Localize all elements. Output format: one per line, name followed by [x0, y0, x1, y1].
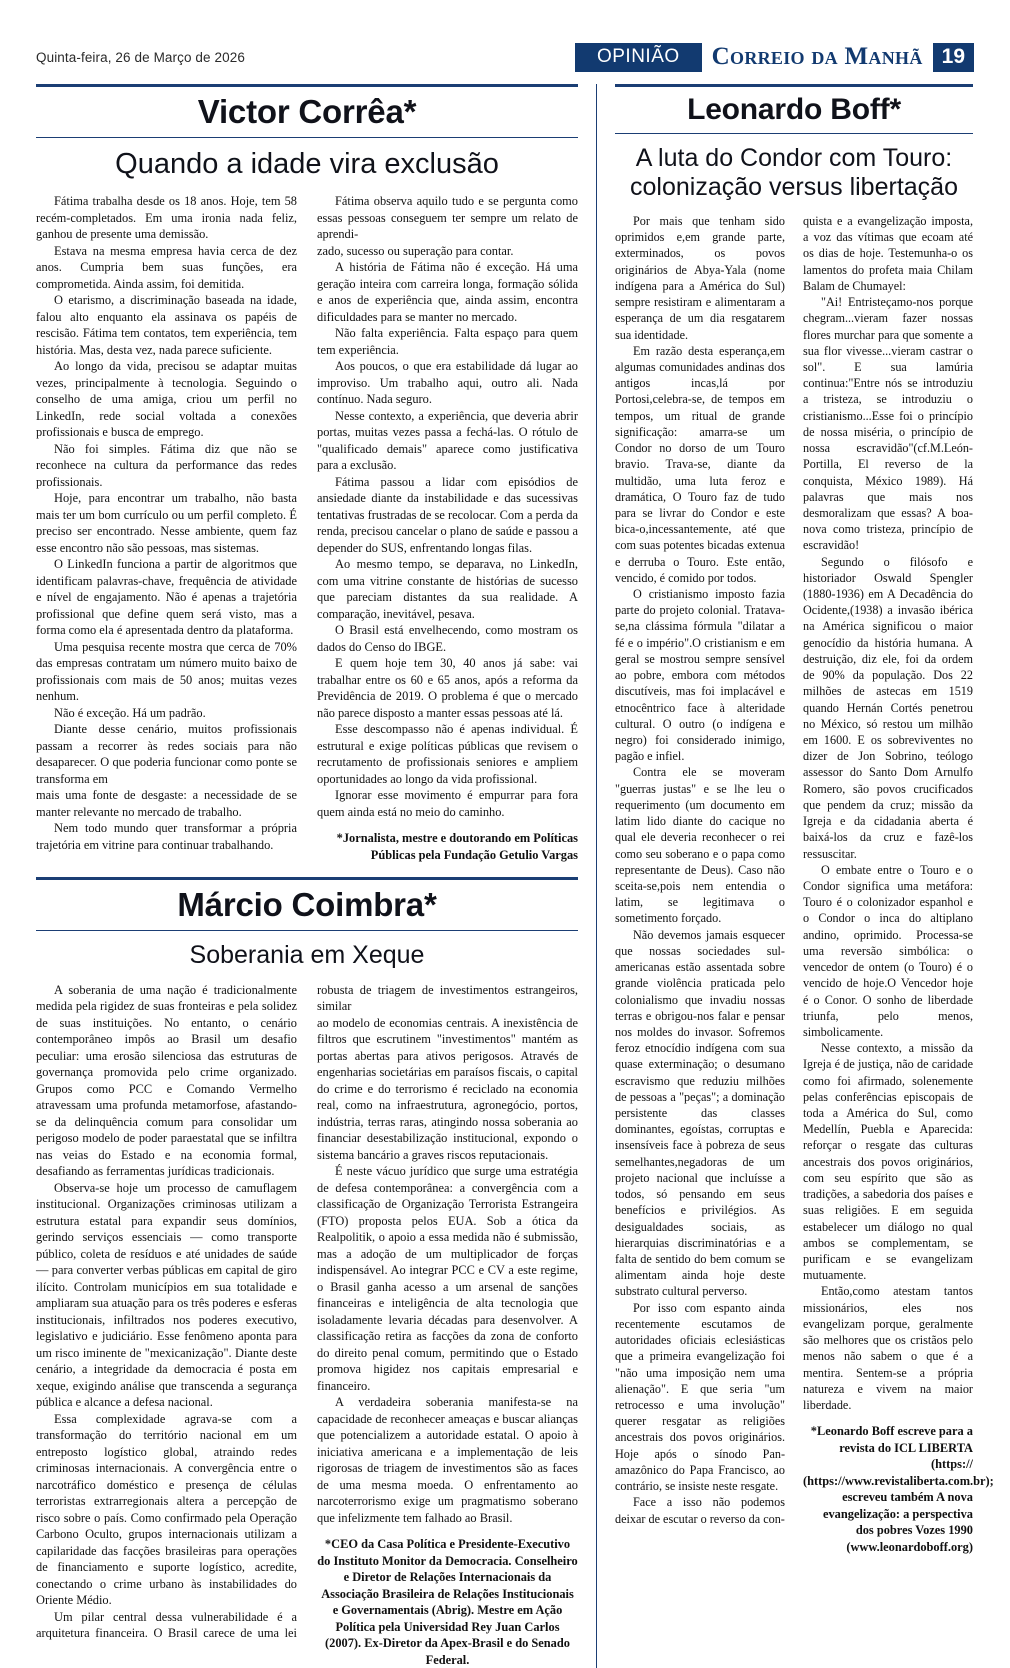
right-column — [597, 84, 994, 1668]
paragraph: Face a isso não podemos deixar de escutar o reverso da con- — [615, 1495, 785, 1526]
paragraph: "Ai! Entristeçamo-nos porque chegram...vieram fazer nossas flores murchar para que somente a sua flor vivesse...vieram castrar o sol". E sua lamúria continua:"Entre nós se introduziu a tristeza, se introduziu o cristianismo...Esse foi o princípio de nossa miséria, o princípio de nossa escravidão"(cf.M.León-Portilla, El reverso de la conquista, México 1989). Há palavras que mais nos desmoralizam que essas? A boa-nova como tristeza, princípio de escravidão! — [803, 295, 973, 553]
paragraph: Não é exceção. Há um padrão. — [54, 705, 206, 720]
paragraph: ao modelo de economias centrais. A inexistência de filtros que escrutinem "investimentos" mantém as portas abertas para ativos perigosos. Através de engenharias societárias em paraísos fiscais, o capital do crime e do terrorismo é reciclado na economia real, como na infraestrutura, agronegócio, portos, indústria, terras raras, atingindo nossa soberania ao financiar desestabilização institucional, expondo o sistema bancário a graves riscos reputacionais. — [317, 1015, 578, 1162]
article-headline: A luta do Condor com Touro: colonização versus libertação — [630, 144, 958, 201]
article-victor-correa — [36, 84, 578, 863]
article-leonardo-boff — [615, 84, 994, 1555]
article-signature: *Leonardo Boff escreve para a revista do ICL LIBERTA (https:// (https://www.revistaliberta.com.br); escreveu também A nova evangelização: a perspectiva dos pobres Vozes 1990 (www.leonardoboff.org) — [803, 1424, 994, 1554]
article-author: Victor Corrêa* — [197, 93, 417, 130]
article-headline: Soberania em Xeque — [189, 941, 425, 970]
paragraph: Estava na mesma empresa havia cerca de dez anos. Cumpria bem suas funções, era comprometida. Ainda assim, foi demitida. — [36, 243, 297, 291]
newspaper-brand: Correio da Manhã — [711, 43, 923, 70]
paragraph: Aos poucos, o que era estabilidade dá lugar ao improviso. Um trabalho aqui, outro ali. Nada contínuo. Nada seguro. — [317, 359, 578, 407]
paragraph: Fátima passou a lidar com episódios de ansiedade diante da instabilidade e das sucessivas tentativas frustradas de se recolocar. Com a perda da renda, precisou cancelar o plano de saúde e passou a depender do SUS, enfrentando longas filas. — [317, 474, 578, 555]
article-author: Márcio Coimbra* — [177, 886, 437, 924]
paragraph: Ao mesmo tempo, se deparava, no LinkedIn, com uma vitrine constante de histórias de sucesso que pareciam distantes da sua realidade. A comparação, inevitável, pesava. — [317, 557, 578, 621]
paragraph: Observa-se hoje um processo de camuflagem institucional. Organizações criminosas utilizam a estrutura estatal para expandir seus domínios, gerindo serviços essenciais — como transporte público, coleta de resíduos e até unidades de saúde — para converter verbas públicas em capital de giro ilícito. Controlam municípios em sua totalidade e ampliaram sua atuação para os três poderes e esferas institucionais, infiltrados nos poderes executivo, legislativo e judiciário. Esse fenômeno aponta para um risco iminente de "mexicanização". Diante deste cenário, a integridade da democracia é posta em xeque, exigindo análise que transcenda a segurança pública e alcance a defesa nacional. — [36, 1180, 297, 1410]
paragraph: O cristianismo imposto fazia parte do projeto colonial. Tratava-se,na clássima fórmula "dilatar a fé e o império".O cristianism e em geral se mostrou sempre sensível ao pobre, embora com métodos discutíveis, mas foi implacável e etnocêntrico face à alteridade cultural. O outro (o indígena e negro) foi considerado inimigo, pagão e infiel. — [615, 587, 785, 764]
paragraph: Hoje, para encontrar um trabalho, não basta mais ter um bom currículo ou um perfil completo. É preciso ser encontrado. Nesse ambiente, quem faz esse encontro não são pessoas, mas sistemas. — [36, 491, 297, 555]
paragraph: Essa complexidade agrava-se com a transformação do território nacional em um entreposto logístico global, atraindo redes criminosas internacionais. A convergência entre o narcotráfico doméstico e presença de células terroristas extrarregionais altera a percepção de risco sobre o país. Como confirmado pela Operação Carbono Oculto, grupos internacionais utilizam a capilaridade das facções brasileiras para operações de financiamento e suporte logístico, acredite, conectando o crime urbano às instabilidades do Oriente Médio. — [36, 1411, 297, 1608]
paragraph: Não foi simples. Fátima diz que não se reconhece na cultura da performance das redes profissionais. — [36, 441, 297, 489]
article-body — [36, 982, 578, 1668]
paragraph: Um pilar central dessa vulnerabilidade é a arquitetura financeira. O Brasil carece de uma lei robusta de triagem de investimentos estrangeiros, similar — [36, 982, 578, 1641]
paragraph: A soberania de uma nação é tradicionalmente medida pela rigidez de suas fronteiras e pela solidez de suas instituições. No entanto, o cenário contemporâneo impôs ao Brasil um desafio peculiar: uma erosão silenciosa das estruturas de governança promovida pelo crime organizado. Grupos como PCC e Comando Vermelho atravessam uma profunda metamorfose, afastando-se da delinquência comum para consolidar um perigoso modelo de poder paraestatal que se infiltra nas veias do Estado e na economia formal, desafiando as ferramentas jurídicas tradicionais. — [36, 982, 297, 1179]
paragraph: Ignorar esse movimento é empurrar para fora quem ainda está no meio do caminho. — [317, 788, 578, 819]
issue-date: Quinta-feira, 26 de Março de 2026 — [36, 49, 245, 65]
paragraph: Não falta experiência. Falta espaço para quem tem experiência. — [317, 326, 578, 357]
article-body — [615, 213, 994, 1555]
paragraph: Diante desse cenário, muitos profissionais passam a recorrer às redes sociais para não desaparecer. O que poderia funcionar como ponte se transforma em — [36, 722, 297, 786]
paragraph: Não devemos jamais esquecer que nossas sociedades sul-americanas estão assentada sobre grande violência praticada pelo colonialismo que invadiu nossas terras e obrigou-nos falar e pensar nos moldes do invasor. Sofremos feroz etnocídio indígena com sua quase exterminação; o desumano escravismo que reduziu milhões de pessoas a "peças"; a dominação persistente das classes dominantes, egoístas, corruptas e insensíveis face à pobreza de seus semelhantes,negadoras de um projeto nacional que incluísse a todos, só pensando em seus benefícios e privilégios. As desigualdades sociais, as hierarquias discriminatórias e a falta de sentido do bem comum se alimentam ainda hoje deste substrato cultural perverso. — [615, 927, 785, 1299]
section-label: OPINIÃO — [575, 43, 702, 72]
paragraph: O etarismo, a discriminação baseada na idade, falou alto enquanto ela assinava os papéis de rescisão. Fátima tem contatos, tem experiência, tem história. Mas, desta vez, nada parece suficiente. — [36, 293, 297, 357]
paragraph: E quem hoje tem 30, 40 anos já sabe: vai trabalhar entre os 60 e 65 anos, após a reforma da Previdência de 2019. O problema é que o mercado não parece disposto a manter essas pessoas até lá. — [317, 656, 578, 720]
masthead — [36, 40, 974, 74]
article-headline: Quando a idade vira exclusão — [115, 148, 499, 180]
paragraph: Esse descompasso não é apenas individual. É estrutural e exige políticas públicas que revisem o recrutamento de profissionais seniores e ampliem oportunidades ao longo da vida profissional. — [317, 722, 578, 786]
paragraph: É neste vácuo jurídico que surge uma estratégia de defesa contemporânea: a convergência com a classificação de Organização Terrorista Estrangeira (FTO) proposta pelos EUA. Sob a ótica da Realpolitik, o apoio a essa medida não é submissão, mas a adoção de um multiplicador de forças indispensável. Ao integrar PCC e CV a este regime, o Brasil ganha acesso a um arsenal de sanções financeiras e inteligência de alta tecnologia que isoladamente levaria décadas para desenvolver. A classificação retira as facções da zona de conforto do direito penal comum, permitindo que o Estado promova higidez nos capitais empresarial e financeiro. — [317, 1164, 578, 1393]
paragraph: Nem todo mundo quer transformar a própria trajetória em vitrine para continuar trabalhando. — [36, 821, 297, 852]
paragraph: Nesse contexto, a missão da Igreja é de justiça, não de caridade como foi afirmado, solenemente pelas conferências episcopais de toda a América do Sul, como Medellín, Puebla e Aparecida: reforçar o resgate das culturas ancestrais dos povos originários, com seu espírito que são as tradições, a sabedoria dos países e suas religiões. E em seguida estabelecer um diálogo no qual ambos se complementam, se purificam e se evangelizam mutuamente. — [803, 1041, 973, 1283]
left-column — [36, 84, 596, 1668]
paragraph: Fátima observa aquilo tudo e se pergunta como essas pessoas conseguem ter sempre um relato de aprendi- — [317, 194, 578, 242]
paragraph: Então,como atestam tantos missionários, eles nos evangelizam porque, geralmente são melhores que os cristãos pelo menos não sabem o que é a mentira. Sentem-se a própria natureza e vivem na maior liberdade. — [803, 1284, 973, 1412]
article-body — [36, 193, 578, 863]
paragraph: O Brasil está envelhecendo, como mostram os dados do Censo do IBGE. — [317, 623, 578, 654]
paragraph: Ao longo da vida, precisou se adaptar muitas vezes, principalmente à tecnologia. Seguindo o conselho de uma amiga, criou um perfil no LinkedIn, rede social voltada a conexões profissionais e busca de emprego. — [36, 359, 297, 440]
paragraph: Segundo o filósofo e historiador Oswald Spengler (1880-1936) em A Decadência do Ocidente,(1938) a invasão ibérica na América significou o maior genocídio da história humana. A destruição, diz ele, foi da ordem de 90% da população. Dos 22 milhões de astecas em 1519 quando Hernán Cortés penetrou no México, só restou um milhão em 1600. E os sobreviventes no dizer de Jon Sobrino, teólogo assessor do Santo Dom Arnulfo Romero, são povos crucificados que pendem da cruz; missão da Igreja e da cidadania aberta é baixá-los da cruz e fazê-los ressuscitar. — [803, 554, 973, 861]
masthead-right — [575, 43, 974, 72]
article-marcio-coimbra — [36, 877, 578, 1668]
paragraph: A verdadeira soberania manifesta-se na capacidade de reconhecer ameaças e buscar alianças que potencializem a autoridade estatal. O apoio à iniciativa americana e a implementação de leis rigorosas de triagem de investimentos são as faces de uma mesma moeda. O enfrentamento ao narcoterrorismo exige um pragmatismo soberano que infelizmente tem falhado ao Brasil. — [317, 1395, 578, 1525]
paragraph: A história de Fátima não é exceção. Há uma geração inteira com carreira longa, formação sólida e anos de experiência que, ainda assim, encontra dificuldades para se manter no mercado. — [317, 260, 578, 324]
paragraph: Por isso com espanto ainda recentemente escutamos de autoridades oficiais eclesiásticas que a primeira evangelização foi "não uma imposição nem uma alienação". E que seria "um retrocesso e uma involução" querer resgatar as religiões ancestrais dos povos originários. Hoje após o sínodo Pan-amazônico do Papa Francisco, ao contrário, se insiste neste resgate. — [615, 1300, 785, 1494]
article-author: Leonardo Boff* — [687, 93, 901, 126]
page-body — [36, 84, 994, 1668]
paragraph: zado, sucesso ou superação para contar. — [317, 243, 514, 258]
article-signature: *Jornalista, mestre e doutorando em Políticas Públicas pela Fundação Getulio Vargas — [336, 831, 578, 862]
article-signature: *CEO da Casa Política e Presidente-Executivo do Instituto Monitor da Democracia. Conselheiro e Diretor de Relações Internacionais da Associação Brasileira de Relações Institucionais e Governamentais (Abrig). Mestre em Ação Política pela Universidad Rey Juan Carlos (2007). Ex-Diretor da Apex-Brasil e do Senado Federal. — [317, 1537, 578, 1667]
paragraph: Em razão desta esperança,em algumas comunidades andinas dos antigos incas,lá por Portosi,celebra-se, de tempos em tempos, um ritual de grande significação: amarra-se um Condor no dorso de um Touro bravio. Trava-se, diante da multidão, uma luta feroz e dramática, O Touro faz de tudo para se livrar do Condor e este bica-o,incessantemente, até que com suas potentes bicadas extenua e derruba o Touro. Este então, vencido, é comido por todos. — [615, 343, 785, 585]
paragraph: quista e a evangelização imposta, a voz das vítimas que ecoam até os dias de hoje. Testemunha-o os lamentos do profeta maia Chilam Balam de Chumayel: — [803, 214, 973, 293]
paragraph: Nesse contexto, a experiência, que deveria abrir portas, muitas vezes passa a fechá-las. O rótulo de "qualificado demais" aparece como justificativa para a exclusão. — [317, 408, 578, 473]
paragraph: O embate entre o Touro e o Condor significa uma metáfora: Touro é o colonizador espanhol e o Condor o inca do altiplano andino, oprimido. Processa-se uma reversão simbólica: o vencedor de ontem (o Touro) é o vencido de hoje.O Vencedor hoje é o Conor. O sonho de liberdade triunfa, pelo menos, simbolicamente. — [803, 862, 973, 1039]
paragraph: Contra ele se moveram "guerras justas" e se lhe leu o requerimento (um documento em latim lido diante do cacique no qual ele deveria reconhecer o rei como seu soberano e o papa como representante de Deus). Caso não sceita-se,pois nem entendia o latim, se legitimava o sometimento forçado. — [615, 765, 785, 926]
paragraph: Por mais que tenham sido oprimidos e,em grande parte, exterminados, os povos originários de Abya-Yala (nome indígena para a América do Sul) sempre resistiram e alimentaram a esperança de um dia resgatarem sua identidade. — [615, 214, 785, 342]
paragraph: O LinkedIn funciona a partir de algoritmos que identificam palavras-chave, frequência de atividade e nível de engajamento. Não é apenas a trajetória profissional que define quem será visto, mas a forma como ela é apresentada dentro da plataforma. — [36, 557, 297, 638]
page-number: 19 — [933, 43, 974, 72]
paragraph: mais uma fonte de desgaste: a necessidade de se manter relevante no mercado de trabalho. — [36, 788, 297, 819]
paragraph: Fátima trabalha desde os 18 anos. Hoje, tem 58 recém-completados. Em uma ironia nada feliz, ganhou de presente uma demissão. — [36, 194, 297, 242]
paragraph: Uma pesquisa recente mostra que cerca de 70% das empresas contratam um número muito baixo de profissionais com mais de 50 anos; muitas vezes nenhum. — [36, 639, 297, 704]
